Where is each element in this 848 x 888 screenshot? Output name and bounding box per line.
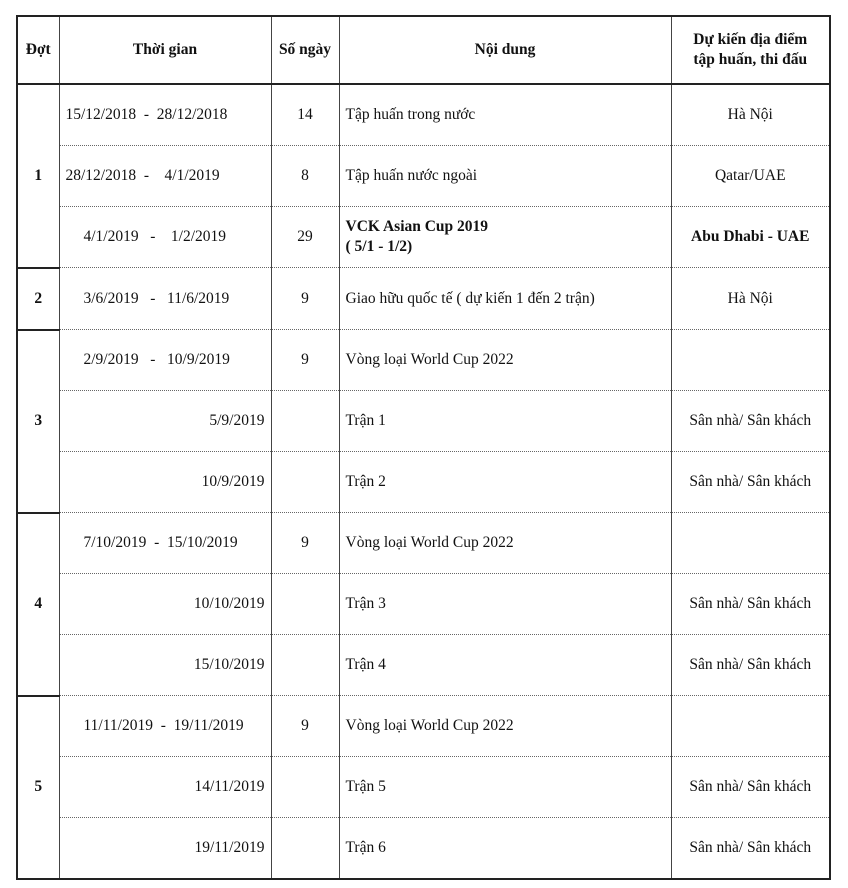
location-cell: Sân nhà/ Sân khách [671, 635, 830, 696]
day-count: 9 [271, 268, 339, 330]
table-header [17, 16, 830, 84]
time-range: 4/1/2019 - 1/2/2019 [59, 207, 271, 268]
header-content: Nội dung [339, 16, 671, 84]
location-cell [671, 513, 830, 574]
table-row [17, 207, 830, 268]
schedule-table [16, 15, 831, 880]
time-range: 28/12/2018 - 4/1/2019 [59, 146, 271, 207]
location-cell: Sân nhà/ Sân khách [671, 452, 830, 513]
table-body [17, 84, 830, 879]
location-cell: Sân nhà/ Sân khách [671, 574, 830, 635]
match-date: 5/9/2019 [59, 391, 271, 452]
table-row [17, 818, 830, 880]
location-cell: Sân nhà/ Sân khách [671, 818, 830, 880]
time-range: 7/10/2019 - 15/10/2019 [59, 513, 271, 574]
header-days: Số ngày [271, 16, 339, 84]
round-number: 4 [17, 513, 59, 696]
round-number: 5 [17, 696, 59, 880]
content-cell: Trận 1 [339, 391, 671, 452]
time-range: 2/9/2019 - 10/9/2019 [59, 330, 271, 391]
table-row [17, 635, 830, 696]
time-range: 11/11/2019 - 19/11/2019 [59, 696, 271, 757]
table-row [17, 330, 830, 391]
day-count [271, 818, 339, 880]
content-cell: Trận 5 [339, 757, 671, 818]
day-count: 9 [271, 513, 339, 574]
round-number: 1 [17, 84, 59, 268]
day-count [271, 635, 339, 696]
day-count: 9 [271, 330, 339, 391]
time-range: 3/6/2019 - 11/6/2019 [59, 268, 271, 330]
content-cell: Vòng loại World Cup 2022 [339, 696, 671, 757]
location-cell: Sân nhà/ Sân khách [671, 391, 830, 452]
location-cell: Hà Nội [671, 84, 830, 146]
header-location [671, 16, 830, 84]
round-number: 2 [17, 268, 59, 330]
table-row [17, 391, 830, 452]
table-row [17, 268, 830, 330]
round-number: 3 [17, 330, 59, 513]
table-row [17, 574, 830, 635]
location-cell: Hà Nội [671, 268, 830, 330]
table-row [17, 696, 830, 757]
match-date: 19/11/2019 [59, 818, 271, 880]
content-cell: Trận 3 [339, 574, 671, 635]
day-count: 14 [271, 84, 339, 146]
content-line2: ( 5/1 - 1/2) [345, 238, 413, 255]
location-cell: Abu Dhabi - UAE [671, 207, 830, 268]
content-cell: Trận 4 [339, 635, 671, 696]
content-line1: VCK Asian Cup 2019 [345, 218, 489, 235]
time-range: 15/12/2018 - 28/12/2018 [59, 84, 271, 146]
table-row [17, 513, 830, 574]
day-count: 9 [271, 696, 339, 757]
header-location-line1: Dự kiến địa điểm [693, 31, 808, 48]
content-cell: Trận 2 [339, 452, 671, 513]
header-time: Thời gian [59, 16, 271, 84]
table-row [17, 757, 830, 818]
match-date: 10/10/2019 [59, 574, 271, 635]
header-location-line2: tập huấn, thi đấu [693, 51, 808, 68]
location-cell [671, 696, 830, 757]
table-row [17, 146, 830, 207]
day-count [271, 757, 339, 818]
location-cell: Sân nhà/ Sân khách [671, 757, 830, 818]
content-cell: Tập huấn trong nước [339, 84, 671, 146]
day-count [271, 452, 339, 513]
match-date: 10/9/2019 [59, 452, 271, 513]
match-date: 15/10/2019 [59, 635, 271, 696]
location-cell [671, 330, 830, 391]
content-cell: Giao hữu quốc tế ( dự kiến 1 đến 2 trận) [339, 268, 671, 330]
content-cell: Trận 6 [339, 818, 671, 880]
day-count: 8 [271, 146, 339, 207]
table-row [17, 84, 830, 146]
table-row [17, 452, 830, 513]
content-cell: Tập huấn nước ngoài [339, 146, 671, 207]
day-count: 29 [271, 207, 339, 268]
day-count [271, 574, 339, 635]
content-cell: Vòng loại World Cup 2022 [339, 513, 671, 574]
content-cell: Vòng loại World Cup 2022 [339, 330, 671, 391]
day-count [271, 391, 339, 452]
location-cell: Qatar/UAE [671, 146, 830, 207]
content-cell [339, 207, 671, 268]
header-round: Đợt [17, 16, 59, 84]
match-date: 14/11/2019 [59, 757, 271, 818]
